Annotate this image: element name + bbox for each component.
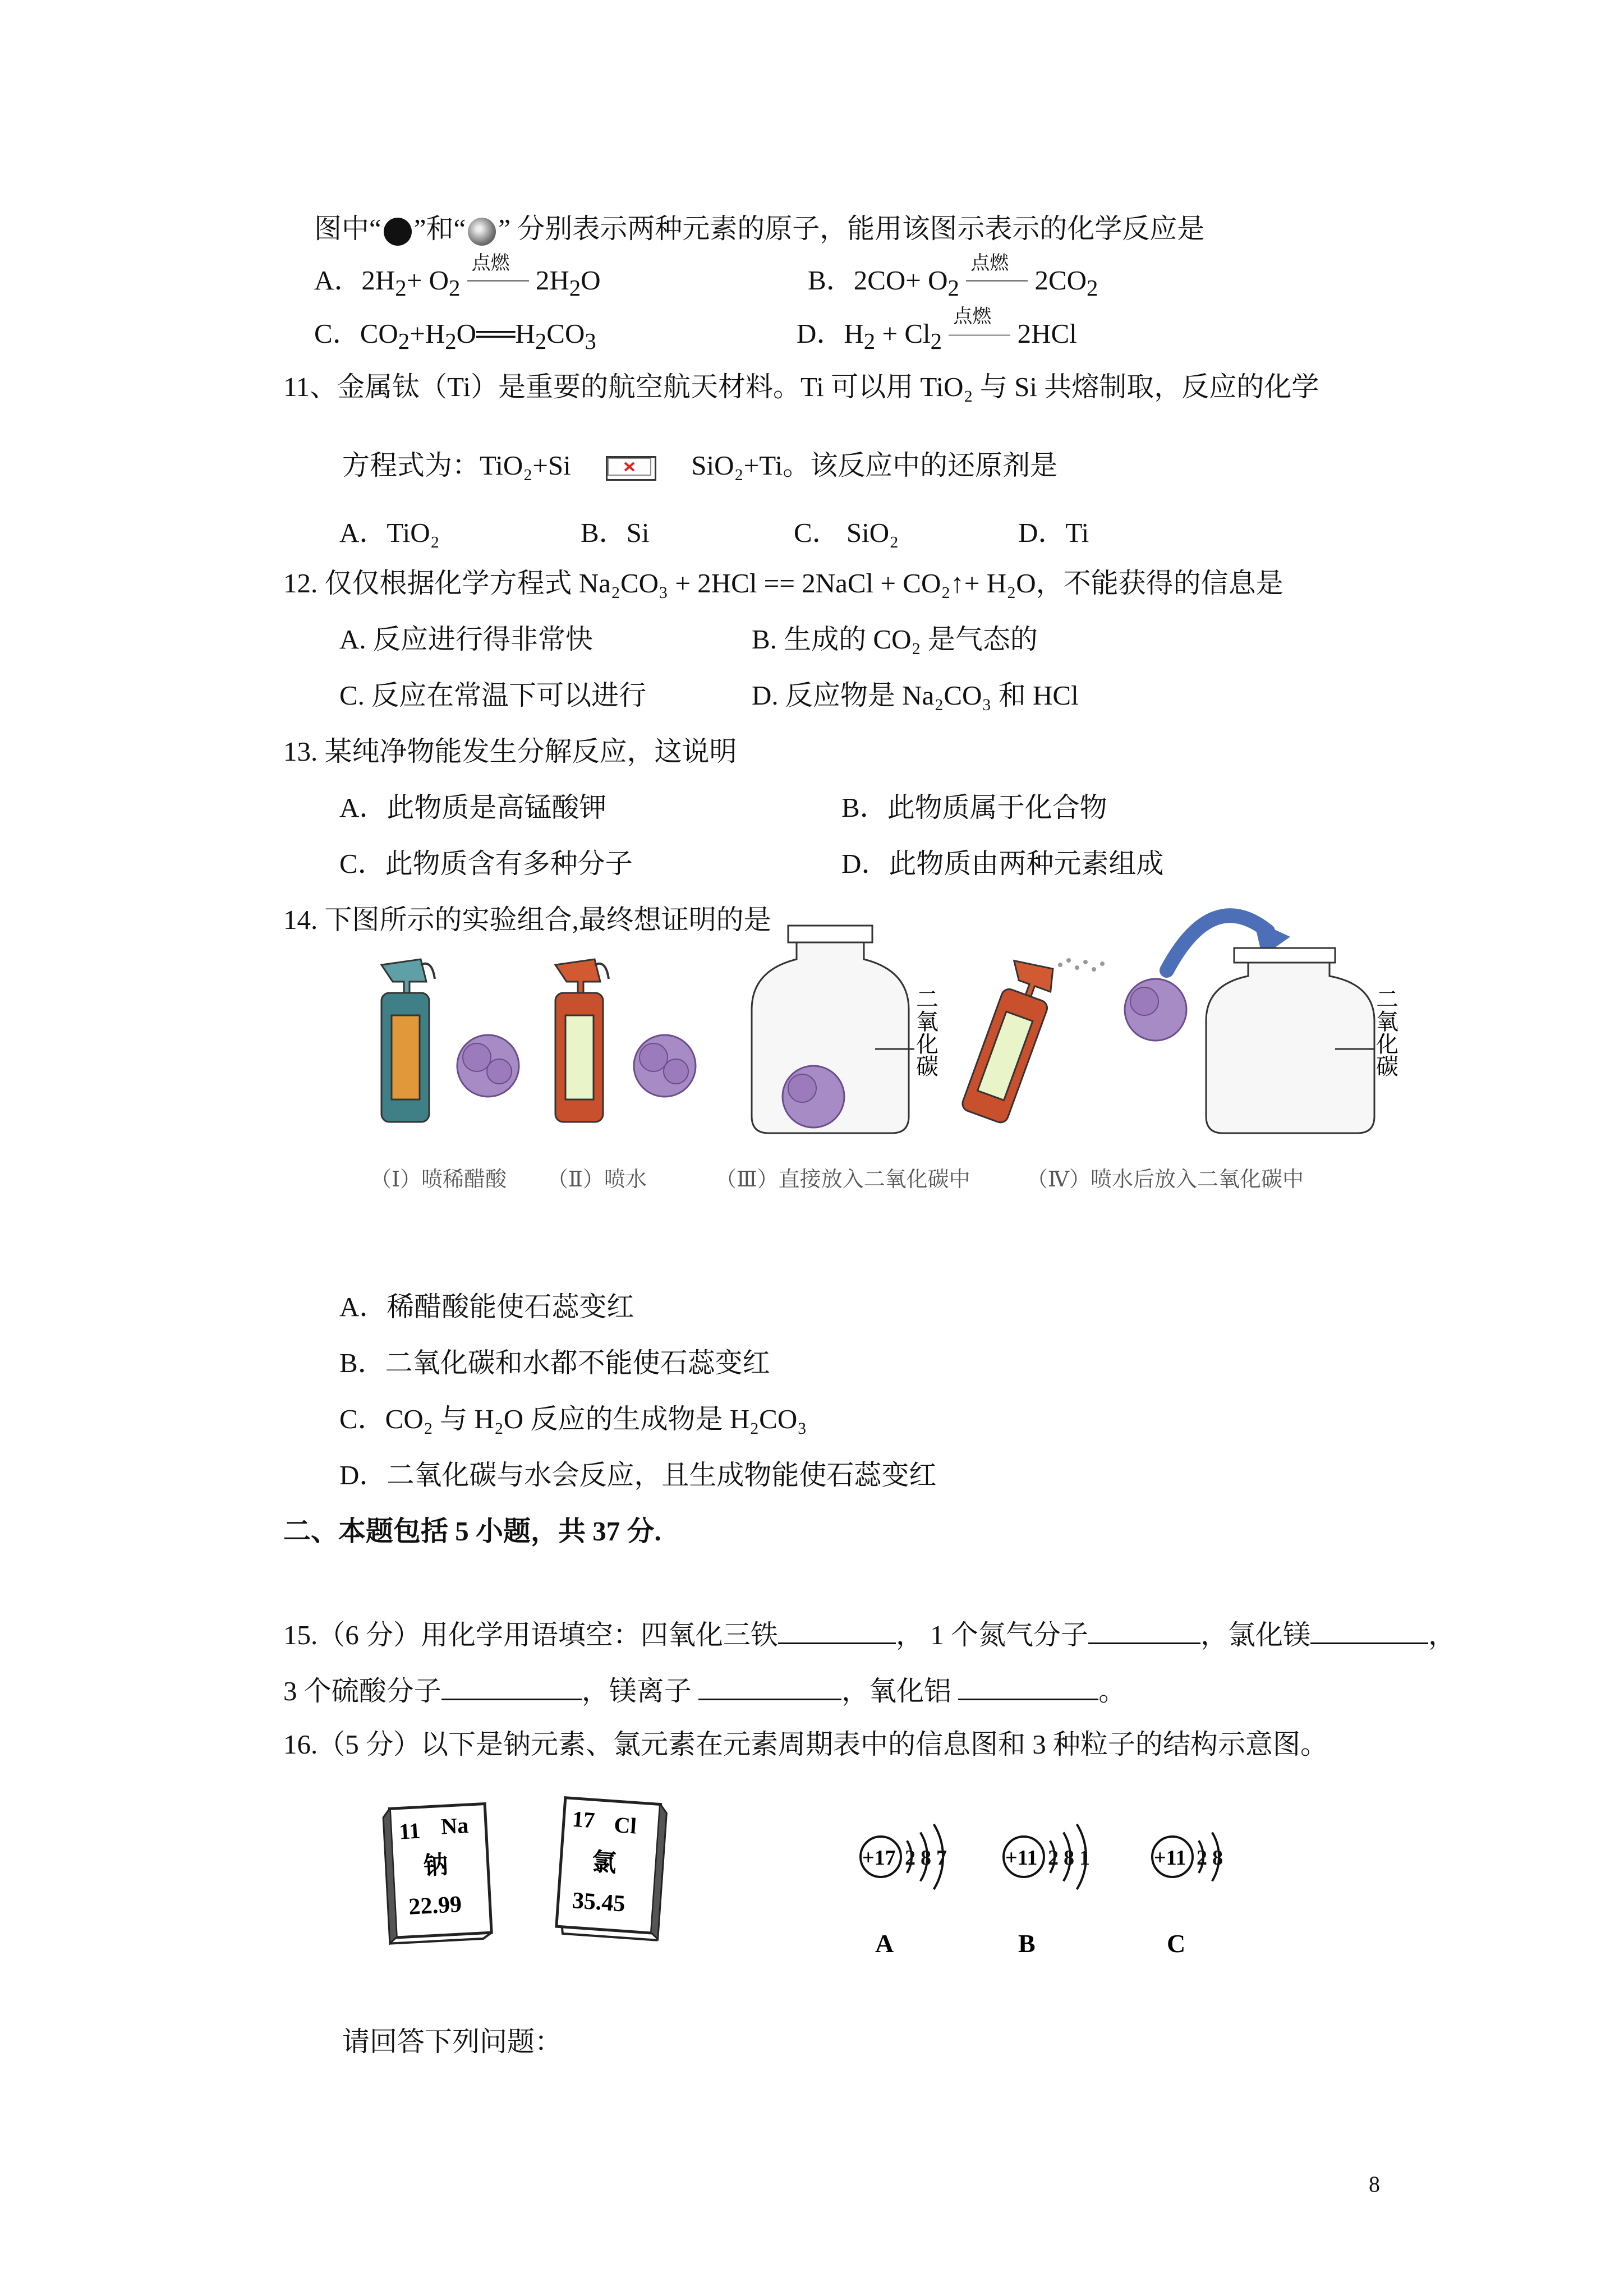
jar4-label: 二氧化碳	[1373, 987, 1398, 1077]
element-cards	[381, 1789, 696, 1958]
particle-B	[1004, 1824, 1090, 1958]
shell-electron-count: 2	[1197, 1846, 1207, 1870]
nucleus-charge: +11	[1154, 1846, 1186, 1870]
q11-stem-line2: 方程式为：TiO₂+Si SiO₂+Ti。该反应中的还原剂是	[342, 450, 1058, 481]
q14-stem: 14. 下图所示的实验组合,最终想证明的是	[283, 904, 771, 935]
q12-option-a: A. 反应进行得非常快	[339, 624, 593, 655]
q10-option-c: C．$CO_2+H_2O══H_2CO_3$	[314, 318, 596, 354]
q13-option-b: B．此物质属于化合物	[841, 792, 1107, 823]
q11-option-a: A．TiO₂	[339, 517, 440, 548]
answer-blank-fe3o4[interactable]	[778, 1616, 896, 1644]
litmus-flower-1	[457, 1035, 519, 1097]
chlorine-number: 17	[571, 1806, 596, 1833]
particle-label: B	[1018, 1929, 1036, 1958]
broken-image-icon	[606, 456, 656, 481]
particle-label: C	[1167, 1929, 1186, 1958]
answer-blank-mgcl2[interactable]	[1310, 1616, 1428, 1644]
sodium-card	[383, 1803, 491, 1943]
black-atom-icon	[384, 218, 412, 246]
q12-option-c: C. 反应在常温下可以进行	[339, 680, 647, 711]
particle-C	[1152, 1833, 1223, 1958]
chlorine-symbol: Cl	[613, 1811, 638, 1839]
shell-electron-count: 8	[921, 1846, 931, 1870]
shell-electron-count: 2	[905, 1846, 915, 1870]
chlorine-name: 氯	[591, 1848, 618, 1878]
particle-structure-diagrams	[813, 1789, 1262, 1958]
q11-option-c: C． SiO₂	[794, 517, 899, 548]
q13-option-c: C．此物质含有多种分子	[339, 848, 633, 879]
q16-prompt: 请回答下列问题：	[342, 2026, 563, 2057]
q12-option-b: B. 生成的 CO₂ 是气态的	[752, 624, 1038, 655]
caption-4: （Ⅳ）喷水后放入二氧化碳中	[1027, 1168, 1304, 1191]
sodium-symbol: Na	[440, 1812, 470, 1839]
q10-option-d: D．$H_2 + Cl_2$ 点燃 2HCl	[797, 306, 1077, 354]
answer-blank-al2o3[interactable]	[958, 1672, 1098, 1700]
spray-bottle-4	[960, 955, 1061, 1125]
shell-electron-count: 2	[1048, 1846, 1059, 1870]
q14-option-d: D．二氧化碳与水会反应，且生成物能使石蕊变红	[339, 1460, 937, 1490]
jar3-label: 二氧化碳	[913, 987, 938, 1077]
q14-option-c: C．CO₂ 与 H₂O 反应的生成物是 H₂CO₃	[339, 1404, 807, 1434]
shell-electron-count: 8	[1212, 1846, 1223, 1870]
option-letter: B．	[808, 265, 854, 296]
nucleus-charge: +17	[862, 1846, 896, 1870]
particle-A	[861, 1824, 947, 1958]
q11-option-d: D．Ti	[1018, 517, 1089, 548]
q14-option-a: A．稀醋酸能使石蕊变红	[339, 1291, 634, 1322]
option-letter: A．	[314, 265, 362, 296]
sodium-mass: 22.99	[408, 1891, 463, 1920]
chlorine-mass: 35.45	[571, 1888, 626, 1917]
caption-2: （Ⅱ）喷水	[547, 1168, 647, 1191]
litmus-flower-4	[1125, 979, 1186, 1041]
shell-electron-count: 8	[1064, 1846, 1074, 1870]
q10-option-b: B．$2CO+ O_2$ 点燃 $2CO_2$	[808, 253, 1098, 301]
reaction-condition: 点燃	[966, 264, 1028, 297]
gray-atom-icon	[468, 218, 496, 246]
spray-bottle-2	[555, 959, 609, 1122]
gas-jar-3	[752, 926, 914, 1133]
section-heading: 二、本题包括 5 小题，共 37 分.	[283, 1516, 661, 1547]
caption-3: （Ⅲ）直接放入二氧化碳中	[715, 1168, 970, 1191]
q13-stem: 13. 某纯净物能发生分解反应，这说明	[283, 736, 737, 767]
q16-stem: 16.（5 分）以下是钠元素、氯元素在元素周期表中的信息图和 3 种粒子的结构示意图。	[283, 1729, 1328, 1760]
page-number: 8	[1369, 2171, 1380, 2197]
answer-blank-n2[interactable]	[1088, 1616, 1200, 1644]
q12-option-d: D. 反应物是 Na₂CO₃ 和 HCl	[752, 680, 1079, 711]
q10-option-a: A．$2H_2+ O_2$ 点燃 $2H_2O$	[314, 253, 601, 301]
option-letter: C．	[314, 318, 360, 349]
gas-jar-4	[1206, 948, 1374, 1133]
chlorine-card	[556, 1798, 667, 1940]
answer-blank-mg-ion[interactable]	[698, 1672, 841, 1700]
reaction-condition: 点燃	[949, 317, 1010, 351]
q10-stem: 图中“ ”和“ ” 分别表示两种元素的原子，能用该图示表示的化学反应是	[314, 212, 1204, 246]
litmus-flower-2	[634, 1035, 696, 1097]
sodium-number: 11	[398, 1818, 421, 1844]
shell-electron-count: 7	[936, 1846, 947, 1870]
q15-line2: 3 个硫酸分子 ，镁离子 ，氧化铝 。	[283, 1672, 1126, 1708]
reaction-condition: 点燃	[467, 264, 529, 297]
shell-electron-count: 1	[1079, 1846, 1090, 1870]
q11-option-b: B．Si	[581, 517, 650, 548]
particle-label: A	[875, 1929, 894, 1958]
q14-option-b: B．二氧化碳和水都不能使石蕊变红	[339, 1347, 770, 1378]
q15-line1: 15.（6 分）用化学用语填空：四氧化三铁 ， 1 个氮气分子 ，氯化镁 ，	[283, 1616, 1456, 1652]
q12-stem: 12. 仅仅根据化学方程式 Na₂CO₃ + 2HCl == 2NaCl + CO₂↑+ H₂O，不能获得的信息是	[283, 568, 1283, 599]
spray-mist	[1058, 958, 1105, 972]
q14-experiment-figure	[359, 898, 1414, 1212]
option-letter: D．	[797, 318, 844, 349]
q13-option-a: A．此物质是高锰酸钾	[339, 792, 607, 823]
caption-1: （Ⅰ）喷稀醋酸	[370, 1168, 507, 1191]
q11-stem-line1: 11、金属钛（Ti）是重要的航空航天材料。Ti 可以用 TiO₂ 与 Si 共熔制取，反应的化学	[283, 371, 1319, 402]
nucleus-charge: +11	[1005, 1846, 1038, 1870]
answer-blank-h2so4[interactable]	[441, 1672, 582, 1700]
spray-bottle-1	[381, 959, 435, 1122]
q13-option-d: D．此物质由两种元素组成	[841, 848, 1164, 879]
sodium-name: 钠	[422, 1851, 449, 1880]
